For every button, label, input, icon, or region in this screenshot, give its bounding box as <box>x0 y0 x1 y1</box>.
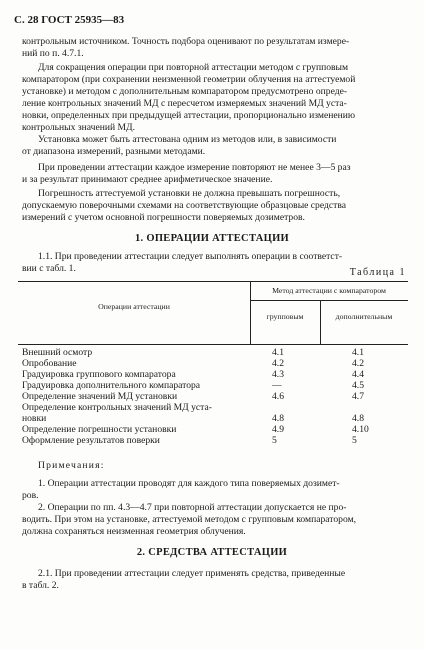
table-cell-operation: Определение погрешности установки <box>22 424 177 435</box>
text-line: 1.1. При проведении аттестации следует выполнять операции в соответст- <box>38 251 343 262</box>
table-cell-operation: новки <box>22 413 47 424</box>
table-row <box>22 391 402 402</box>
table-cell-operation: Определение контрольных значений МД уста- <box>22 402 212 413</box>
table-divider <box>250 300 408 301</box>
text-line: измерений с учетом основной погрешности поверяемых дозиметров. <box>22 212 305 223</box>
table-cell-operation: Определение значений МД установки <box>22 391 178 402</box>
section-title: 1. ОПЕРАЦИИ АТТЕСТАЦИИ <box>134 233 290 244</box>
table-cell-group: 4.6 <box>272 391 284 402</box>
text-line: новки, определенных при предыдущей аттестации, пропорционально изменению <box>22 110 356 121</box>
table-cell-additional: 4.1 <box>352 347 364 358</box>
table-cell-additional: 4.10 <box>352 424 369 435</box>
note-line: водить. При этом на установке, аттестуемой методом с групповым компаратором, <box>22 514 357 525</box>
text-line: допускаемую поверочными схемами на соответствующие образцовые средства <box>22 200 346 211</box>
column-header-group: групповым <box>266 312 304 321</box>
table-cell-group: 4.9 <box>272 424 284 435</box>
table-cell-additional: 4.8 <box>352 413 364 424</box>
table-caption: Таблица 1 <box>349 267 406 278</box>
page-header: С. 28 ГОСТ 25935—83 <box>14 14 125 26</box>
table-cell-additional: 4.5 <box>352 380 364 391</box>
table-cell-group: 4.2 <box>272 358 284 369</box>
table-cell-group: — <box>272 380 282 391</box>
table-cell-operation: Внешний осмотр <box>22 347 93 358</box>
note-line: должна сохраняться неизменная геометрия облучения. <box>22 526 246 537</box>
table-row <box>22 413 402 424</box>
text-line: компаратором (при сохранении неизменной геометрии облучения на аттестуемой <box>22 74 356 85</box>
table-row <box>22 347 402 358</box>
table-cell-operation: Градуировка группового компаратора <box>22 369 176 380</box>
text-line: от диапазона измерений, разными методами. <box>22 146 206 157</box>
table-cell-operation: Оформление результатов поверки <box>22 435 160 446</box>
text-line: 2.1. При проведении аттестации следует применять средства, приведенные <box>38 568 346 579</box>
table-row <box>22 380 402 391</box>
column-header-operation: Операции аттестации <box>98 302 170 311</box>
table-cell-additional: 4.7 <box>352 391 364 402</box>
table-cell-additional: 5 <box>352 435 357 446</box>
table-row <box>22 402 402 413</box>
table-cell-operation: Опробование <box>22 358 77 369</box>
text-line: ление контрольных значений МД с пересчетом измеряемых значений МД уста- <box>22 98 347 109</box>
text-line: вии с табл. 1. <box>22 263 76 274</box>
table-header <box>18 281 408 345</box>
note-line: 2. Операции по пп. 4.3—4.7 при повторной аттестации допускается не про- <box>38 502 347 513</box>
text-line: установке) и методом с дополнительным компаратором предусмотрено опреде- <box>22 86 348 97</box>
table-cell-group: 4.8 <box>272 413 284 424</box>
text-line: контрольным источником. Точность подбора оценивают по результатам измере- <box>22 36 350 47</box>
table-cell-additional: 4.2 <box>352 358 364 369</box>
text-line: При проведении аттестации каждое измерение повторяют не менее 3—5 раз <box>38 162 351 173</box>
text-line: контрольных значений МД. <box>22 122 135 133</box>
text-line: Погрешность аттестуемой установки не должна превышать погрешность, <box>38 188 341 199</box>
note-line: ров. <box>22 490 39 501</box>
table-cell-additional: 4.4 <box>352 369 364 380</box>
text-line: ний по п. 4.7.1. <box>22 48 84 59</box>
text-line: и за результат принимают среднее арифметическое значение. <box>22 174 273 185</box>
table-cell-operation: Градуировка дополнительного компаратора <box>22 380 201 391</box>
table-row <box>22 369 402 380</box>
note-line: 1. Операции аттестации проводят для каждого типа поверяемых дозимет- <box>38 478 340 489</box>
table-divider <box>320 300 321 344</box>
column-header-additional: дополнительным <box>335 312 393 321</box>
table-cell-group: 4.3 <box>272 369 284 380</box>
table-row <box>22 358 402 369</box>
column-header-method: Метод аттестации с компаратором <box>272 286 386 295</box>
text-line: Для сокращения операции при повторной аттестации методом с групповым <box>38 62 349 73</box>
text-line: в табл. 2. <box>22 580 59 591</box>
section-title: 2. СРЕДСТВА АТТЕСТАЦИИ <box>136 547 288 558</box>
table-cell-group: 5 <box>272 435 277 446</box>
text-line: Установка может быть аттестована одним из методов или, в зависимости <box>38 134 337 145</box>
notes-title: Примечания: <box>38 460 105 471</box>
table-row <box>22 424 402 435</box>
table-row <box>22 435 402 446</box>
table-cell-group: 4.1 <box>272 347 284 358</box>
